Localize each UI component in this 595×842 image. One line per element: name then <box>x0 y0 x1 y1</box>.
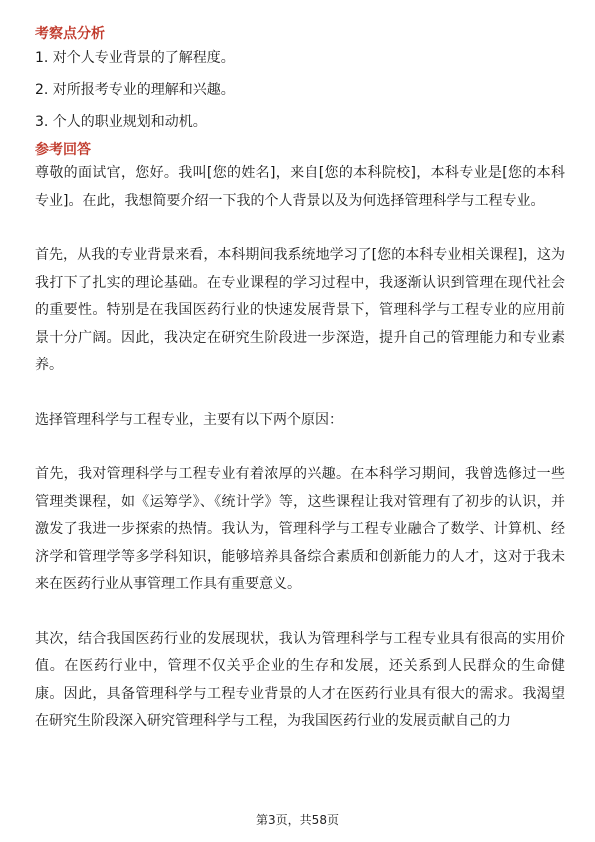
analysis-item: 1. 对个人专业背景的了解程度。 <box>35 50 235 66</box>
page-number-footer: 第3页，共58页 <box>256 813 339 827</box>
paragraph-intro: 尊敬的面试官，您好。我叫[您的姓名]，来自[您的本科院校]，本科专业是[您的本科专业]。在此，我想简要介绍一下我的个人背景以及为何选择管理科学与工程专业。 <box>35 165 565 209</box>
analysis-list <box>35 48 565 132</box>
answer-heading: 参考回答 <box>35 142 91 158</box>
paragraph-reason-interest: 首先，我对管理科学与工程专业有着浓厚的兴趣。在本科学习期间，我曾选修过一些管理类课程，如《运筹学》、《统计学》等，这些课程让我对管理有了初步的认识，并激发了我进一步探索的热情。我认为，管理科学与工程专业融合了数学、计算机、经济学和管理学等多学科知识，能够培养具备综合素质和创新能力的人才，这对于我未来在医药行业从事管理工作具有重要意义。 <box>35 466 565 592</box>
document-page <box>35 24 565 736</box>
paragraph-background: 首先，从我的专业背景来看，本科期间我系统地学习了[您的本科专业相关课程]，这为我打下了扎实的理论基础。在专业课程的学习过程中，我逐渐认识到管理在现代社会的重要性。特别是在我国医药行业的快速发展背景下，管理科学与工程专业的应用前景十分广阔。因此，我决定在研究生阶段进一步深造，提升自己的管理能力和专业素养。 <box>35 247 565 373</box>
analysis-heading: 考察点分析 <box>35 26 105 42</box>
analysis-item: 2. 对所报考专业的理解和兴趣。 <box>35 82 235 98</box>
paragraph-reasons-lead: 选择管理科学与工程专业，主要有以下两个原因： <box>35 411 343 428</box>
analysis-item: 3. 个人的职业规划和动机。 <box>35 114 207 130</box>
paragraph-reason-value: 其次，结合我国医药行业的发展现状，我认为管理科学与工程专业具有很高的实用价值。在医药行业中，管理不仅关乎企业的生存和发展，还关系到人民群众的生命健康。因此，具备管理科学与工程专业背景的人才在医药行业具有很大的需求。我渴望在研究生阶段深入研究管理科学与工程，为我国医药行业的发展贡献自己的力 <box>35 630 565 729</box>
